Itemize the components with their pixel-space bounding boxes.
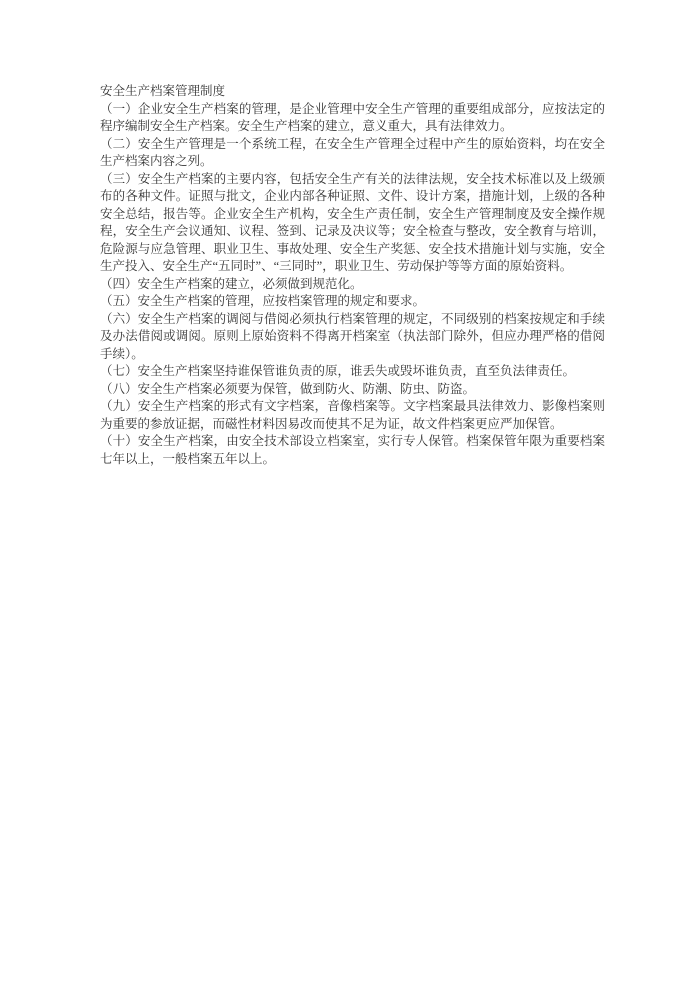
paragraph-4: （四）安全生产档案的建立，必须做到规范化。 <box>100 276 363 291</box>
paragraph-3: （三）安全生产档案的主要内容，包括安全生产有关的法律法规，安全技术标准以及上级颁布的各种文件。证照与批文，企业内部各种证照、文件、设计方案，措施计划，上级的各种安全总结，报告等。企业安全生产机构，安全生产责任制，安全生产管理制度及安全操作规程，安全生产会议通知、议程、签到、记录及决议等；安全检查与整改，安全教育与培训，危险源与应急管理、职业卫生、事故处理、安全生产奖惩、安全技术措施计划与实施，安全生产投入、安全生产“五同时”、“三同时”，职业卫生、劳动保护等等方面的原始资料。 <box>100 171 605 273</box>
paragraph-9: （九）安全生产档案的形式有文字档案，音像档案等。文字档案最具法律效力、影像档案则为重要的参放证据，而磁性材料因易改而使其不足为证，故文件档案更应严加保管。 <box>100 399 605 431</box>
paragraph-5: （五）安全生产档案的管理，应按档案管理的规定和要求。 <box>100 294 426 308</box>
paragraph-10: （十）安全生产档案，由安全技术部设立档案室，实行专人保管。档案保管年限为重要档案七年以上，一般档案五年以上。 <box>100 434 605 466</box>
paragraph-7: （七）安全生产档案坚持谁保管谁负责的原，谁丢失或毁坏谁负责，直至负法律责任。 <box>100 364 576 378</box>
paragraph-8: （八）安全生产档案必须要为保管，做到防火、防潮、防虫、防盗。 <box>100 381 476 396</box>
paragraph-2: （二）安全生产管理是一个系统工程，在安全生产管理全过程中产生的原始资料，均在安全生产档案内容之列。 <box>100 136 605 168</box>
paragraph-6: （六）安全生产档案的调阅与借阅必须执行档案管理的规定，不同级别的档案按规定和手续及办法借阅或调阅。原则上原始资料不得离开档案室（执法部门除外，但应办理严格的借阅手续）。 <box>100 311 605 361</box>
document-title: 安全生产档案管理制度 <box>100 84 226 98</box>
document-body <box>100 83 605 468</box>
paragraph-1: （一）企业安全生产档案的管理，是企业管理中安全生产管理的重要组成部分，应按法定的程序编制安全生产档案。安全生产档案的建立，意义重大，具有法律效力。 <box>100 101 605 133</box>
